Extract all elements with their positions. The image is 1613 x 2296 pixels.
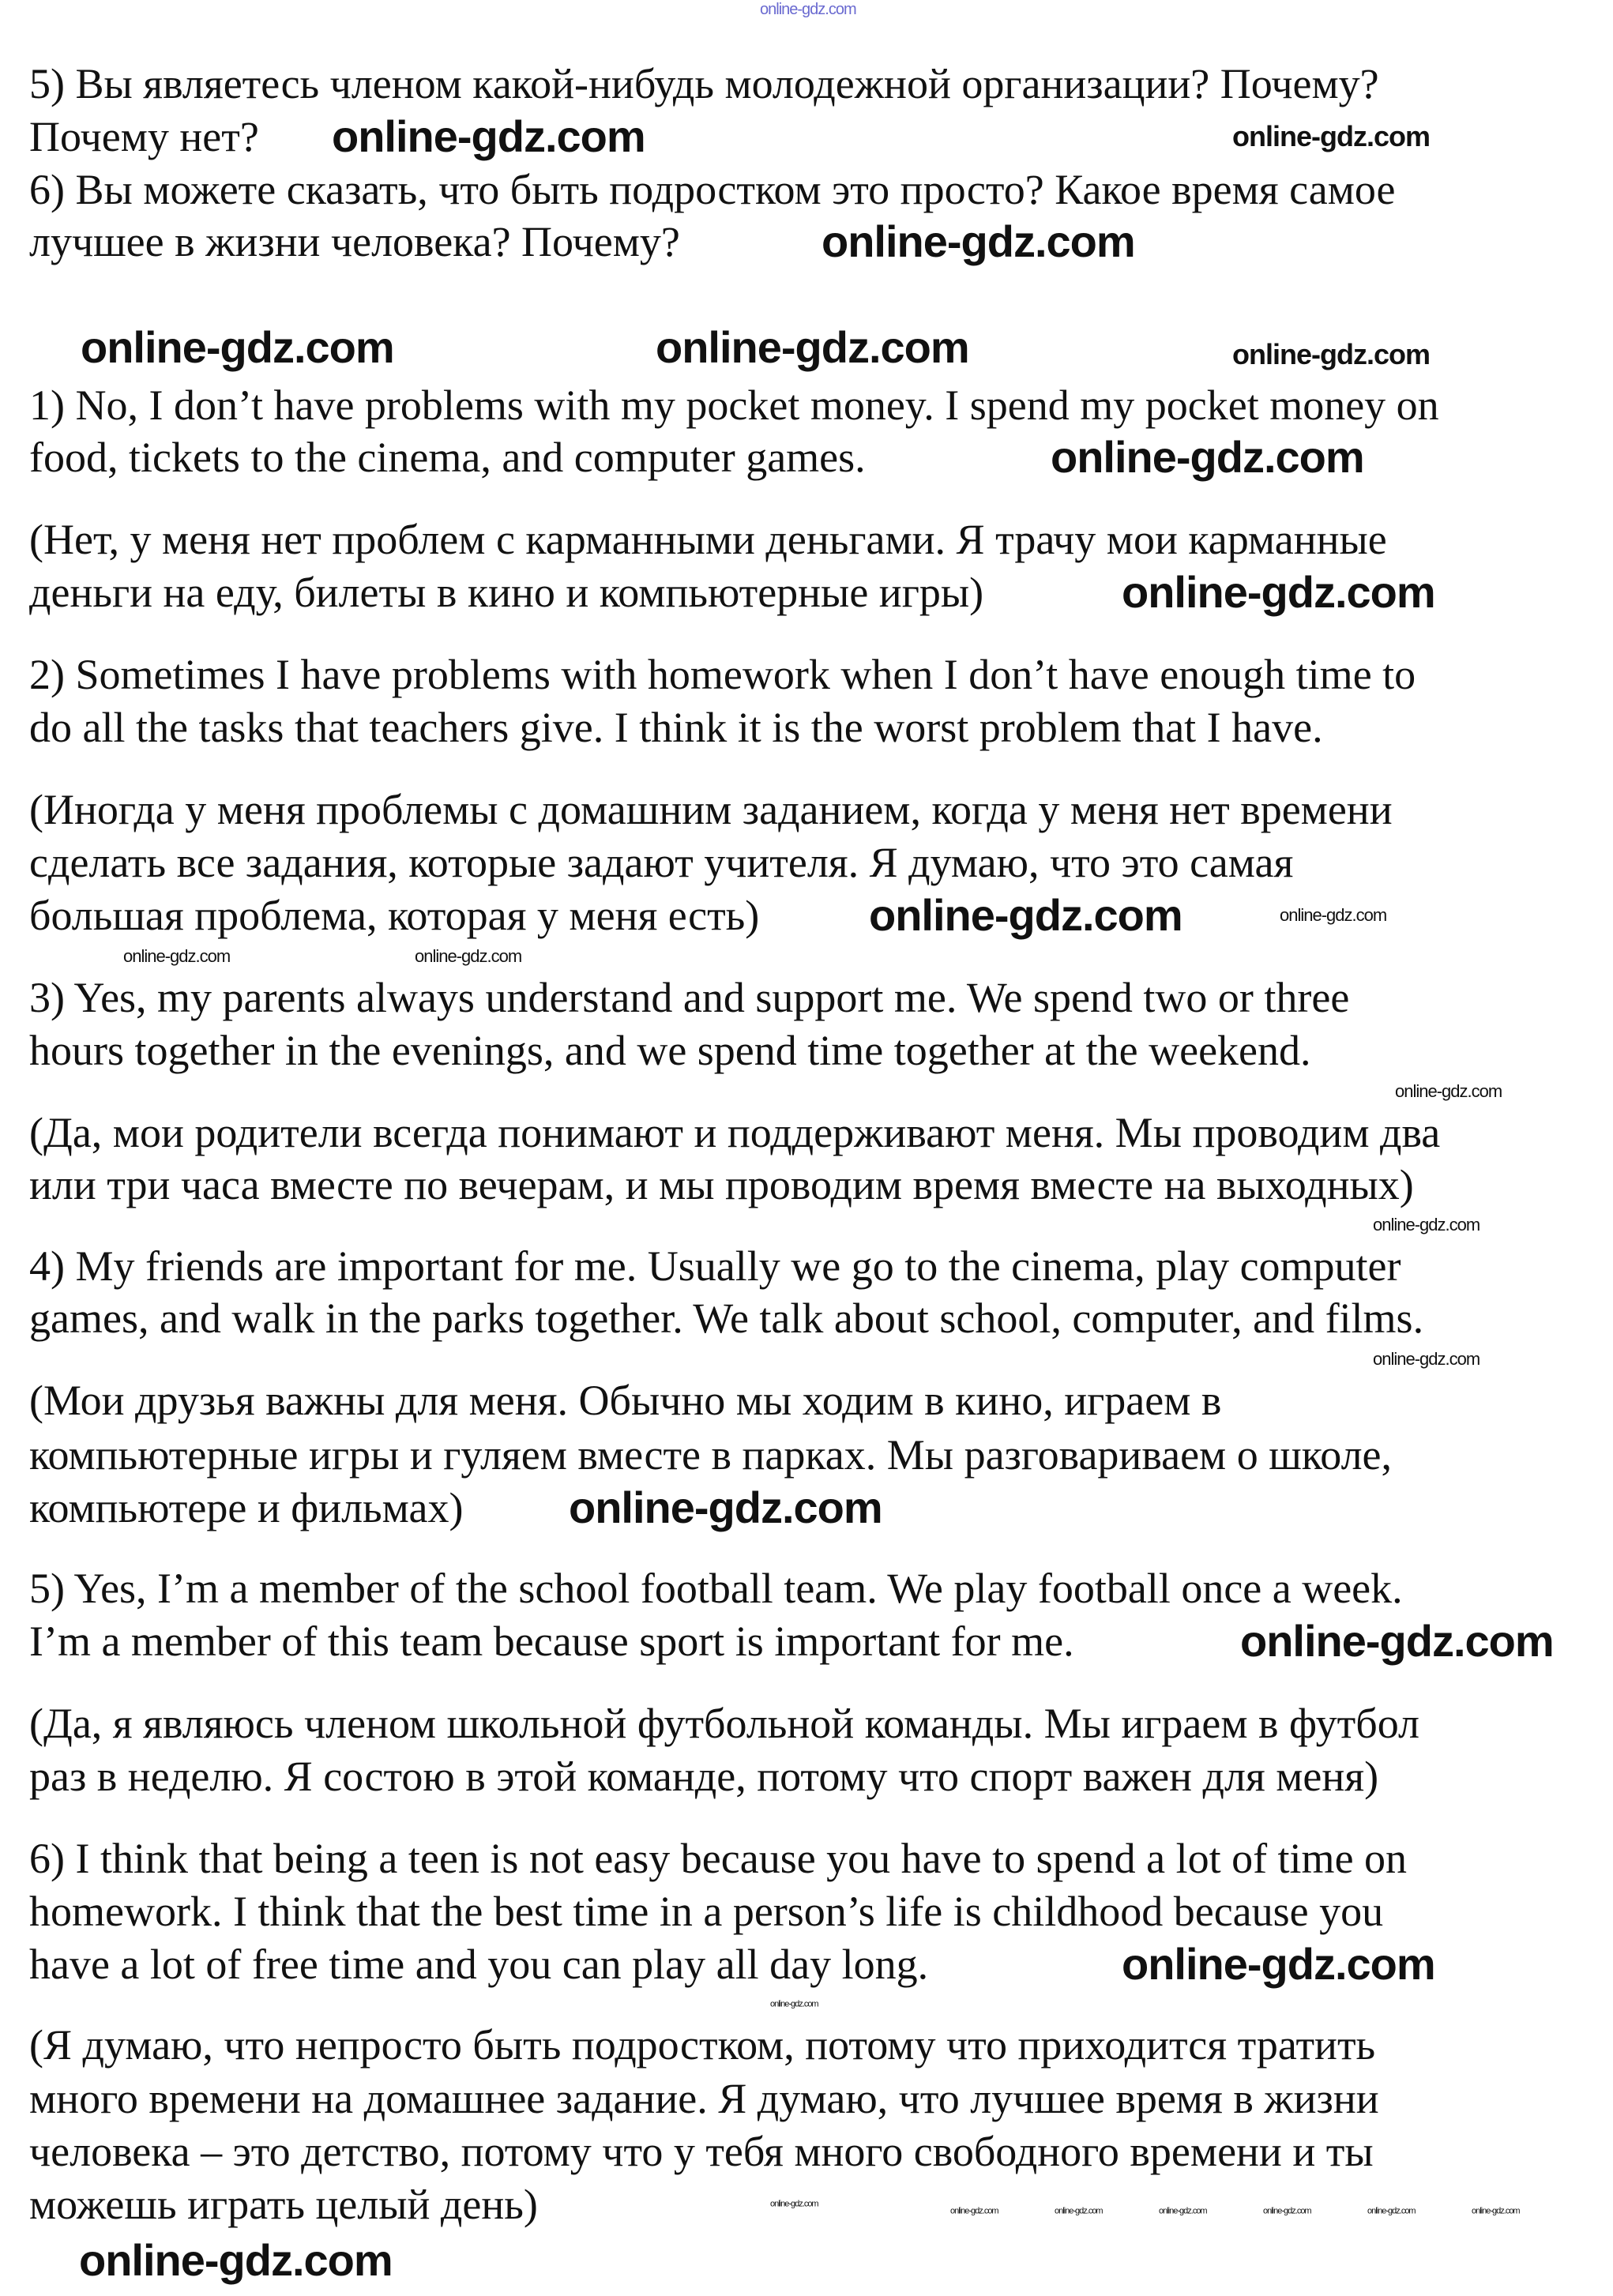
watermark: online-gdz.com bbox=[1395, 1081, 1502, 1101]
answer-4-ru: (Мои друзья важны для меня. Обычно мы ходим в кино, играем в bbox=[29, 1377, 1222, 1424]
answer-4-ru: компьютере и фильмах) bbox=[29, 1484, 464, 1531]
answer-6-ru: много времени на домашнее задание. Я думаю, что лучшее время в жизни bbox=[29, 2075, 1379, 2122]
watermark: online-gdz.com bbox=[770, 2199, 818, 2209]
watermark: online-gdz.com bbox=[1280, 905, 1387, 925]
answer-2-en: 2) Sometimes I have problems with homework when I don’t have enough time to bbox=[29, 651, 1416, 698]
answer-3-en: hours together in the evenings, and we spend time together at the weekend. bbox=[29, 1027, 1311, 1074]
answer-3-ru: (Да, мои родители всегда понимают и поддерживают меня. Мы проводим два bbox=[29, 1109, 1441, 1156]
watermark: online-gdz.com bbox=[569, 1482, 882, 1532]
watermark: online-gdz.com bbox=[1055, 2206, 1103, 2216]
watermark: online-gdz.com bbox=[81, 322, 394, 372]
answer-5-ru: раз в неделю. Я состою в этой команде, потому что спорт важен для меня) bbox=[29, 1753, 1379, 1800]
watermark: online-gdz.com bbox=[1263, 2206, 1311, 2216]
answer-2-ru: (Иногда у меня проблемы с домашним заданием, когда у меня нет времени bbox=[29, 786, 1393, 833]
watermark: online-gdz.com bbox=[950, 2206, 998, 2216]
watermark: online-gdz.com bbox=[332, 111, 645, 161]
answer-6-en: homework. I think that the best time in a person’s life is childhood because you bbox=[29, 1888, 1384, 1935]
answer-1-ru: (Нет, у меня нет проблем с карманными деньгами. Я трачу мои карманные bbox=[29, 516, 1387, 563]
answer-3-en: 3) Yes, my parents always understand and support me. We spend two or three bbox=[29, 974, 1350, 1021]
watermark: online-gdz.com bbox=[1159, 2206, 1207, 2216]
answer-4-ru: компьютерные игры и гуляем вместе в парках. Мы разговариваем о школе, bbox=[29, 1431, 1392, 1479]
question-5-line: 5) Вы являетесь членом какой-нибудь молодежной организации? Почему? bbox=[29, 60, 1379, 107]
watermark: online-gdz.com bbox=[1472, 2206, 1520, 2216]
answer-2-ru: сделать все задания, которые задают учителя. Я думаю, что это самая bbox=[29, 839, 1294, 886]
answer-6-ru: можешь играть целый день) bbox=[29, 2181, 538, 2228]
answer-2-ru: большая проблема, которая у меня есть) bbox=[29, 892, 760, 939]
answer-6-en: 6) I think that being a teen is not easy because you have to spend a lot of time on bbox=[29, 1835, 1408, 1882]
watermark: online-gdz.com bbox=[869, 890, 1182, 940]
watermark: online-gdz.com bbox=[1051, 432, 1364, 482]
question-5-line: Почему нет? bbox=[29, 113, 259, 160]
watermark: online-gdz.com bbox=[760, 1, 856, 18]
answer-5-en: 5) Yes, I’m a member of the school football team. We play football once a week. bbox=[29, 1565, 1403, 1612]
answer-4-en: games, and walk in the parks together. We talk about school, computer, and films. bbox=[29, 1295, 1424, 1342]
watermark: online-gdz.com bbox=[1373, 1215, 1480, 1234]
answer-4-en: 4) My friends are important for me. Usually we go to the cinema, play computer bbox=[29, 1242, 1401, 1290]
answer-1-en: 1) No, I don’t have problems with my pocket money. I spend my pocket money on bbox=[29, 381, 1439, 429]
answer-5-ru: (Да, я являюсь членом школьной футбольной команды. Мы играем в футбол bbox=[29, 1700, 1419, 1747]
watermark: online-gdz.com bbox=[415, 946, 522, 966]
answer-6-en: have a lot of free time and you can play all day long. bbox=[29, 1941, 929, 1988]
watermark: online-gdz.com bbox=[822, 216, 1135, 266]
question-6-line: 6) Вы можете сказать, что быть подростком это просто? Какое время самое bbox=[29, 166, 1396, 213]
watermark: online-gdz.com bbox=[1373, 1349, 1480, 1369]
question-6-line: лучшее в жизни человека? Почему? bbox=[29, 218, 680, 265]
answer-1-en: food, tickets to the cinema, and computer games. bbox=[29, 434, 866, 481]
watermark: online-gdz.com bbox=[1122, 1939, 1435, 1989]
watermark: online-gdz.com bbox=[656, 322, 969, 372]
watermark: online-gdz.com bbox=[1240, 1616, 1554, 1666]
answer-6-ru: человека – это детство, потому что у тебя много свободного времени и ты bbox=[29, 2128, 1374, 2175]
answer-1-ru: деньги на еду, билеты в кино и компьютерные игры) bbox=[29, 569, 984, 616]
answer-3-ru: или три часа вместе по вечерам, и мы проводим время вместе на выходных) bbox=[29, 1161, 1414, 1208]
answer-2-en: do all the tasks that teachers give. I think it is the worst problem that I have. bbox=[29, 704, 1323, 751]
answer-6-ru: (Я думаю, что непросто быть подростком, потому что приходится тратить bbox=[29, 2021, 1376, 2069]
watermark: online-gdz.com bbox=[770, 1999, 818, 2009]
watermark: online-gdz.com bbox=[79, 2235, 393, 2285]
watermark: online-gdz.com bbox=[1122, 567, 1435, 617]
answer-5-en: I’m a member of this team because sport is important for me. bbox=[29, 1618, 1074, 1665]
watermark: online-gdz.com bbox=[1232, 338, 1430, 370]
watermark: online-gdz.com bbox=[1232, 120, 1430, 152]
watermark: online-gdz.com bbox=[123, 946, 231, 966]
watermark: online-gdz.com bbox=[1367, 2206, 1416, 2216]
